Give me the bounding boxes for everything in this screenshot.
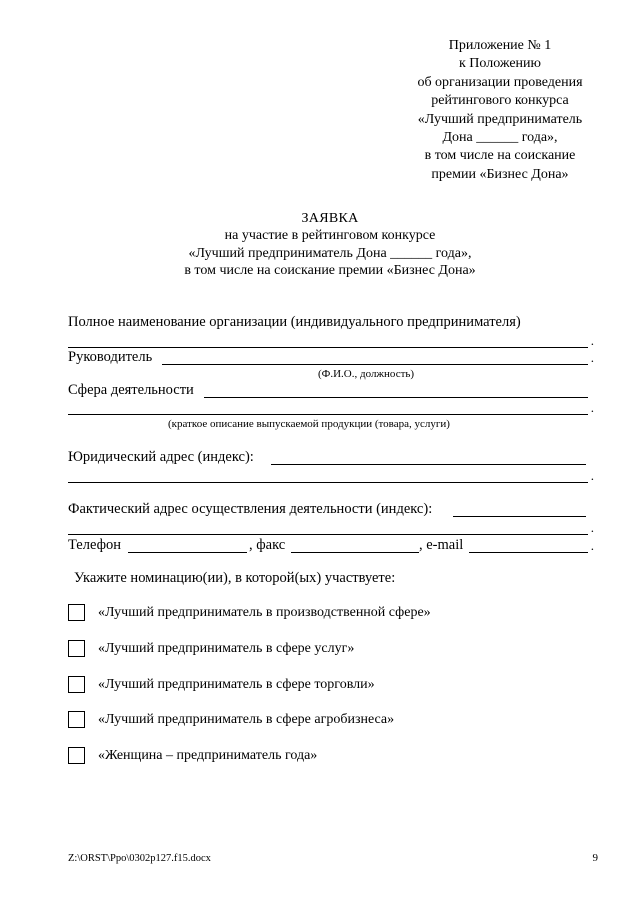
appendix-line: к Положению (458, 56, 541, 72)
nomination-checkbox[interactable] (68, 747, 85, 764)
director-hint: (Ф.И.О., должность) (318, 368, 415, 380)
nomination-label: «Женщина – предприниматель года» (98, 748, 318, 763)
heading-subtitle: «Лучший предприниматель Дона ______ года», (188, 245, 472, 261)
phone-field[interactable] (128, 552, 247, 553)
nomination-checkbox[interactable] (68, 640, 85, 657)
appendix-block (395, 37, 605, 184)
nomination-title: Укажите номинацию(ии), в которой(ых) участвуете: (74, 570, 396, 586)
nomination-checkbox[interactable] (68, 676, 85, 693)
activity-label: Сфера деятельности (68, 382, 194, 398)
phone-label: Телефон (68, 537, 121, 553)
legal-address-field-2[interactable]: . (68, 466, 594, 486)
director-field[interactable] (162, 364, 588, 365)
fax-label: , факс (249, 537, 286, 553)
appendix-line: Приложение № 1 (448, 38, 552, 53)
appendix-line: в том числе на соискание (424, 148, 576, 164)
org-name-row (68, 313, 594, 333)
email-field[interactable] (469, 552, 588, 553)
nomination-checkbox[interactable] (68, 604, 85, 621)
nomination-label: «Лучший предприниматель в производственной сфере» (98, 605, 431, 620)
application-heading (130, 210, 530, 280)
legal-address-field[interactable] (271, 464, 586, 465)
nomination-checkbox[interactable] (68, 711, 85, 728)
legal-address-row (68, 448, 594, 468)
org-name-field[interactable]: . (68, 331, 594, 351)
appendix-line: Дона ______ года», (442, 130, 558, 146)
nomination-label: «Лучший предприниматель в сфере услуг» (98, 641, 355, 656)
actual-address-field[interactable] (453, 516, 586, 517)
actual-address-field-2[interactable]: . (68, 518, 594, 538)
fax-field[interactable] (291, 552, 419, 553)
actual-address-row (68, 500, 594, 520)
director-label: Руководитель (68, 349, 153, 365)
activity-field-2[interactable]: . (68, 398, 594, 418)
heading-subtitle: в том числе на соискание премии «Бизнес Дона» (184, 263, 476, 279)
appendix-line: об организации проведения (417, 74, 583, 90)
nomination-label: «Лучший предприниматель в сфере торговли» (98, 677, 375, 692)
appendix-line: рейтингового конкурса (431, 93, 569, 109)
appendix-line: «Лучший предприниматель (417, 111, 583, 127)
footer-file-path: Z:\ORST\Ppo\0302p127.f15.docx (68, 853, 211, 864)
heading-subtitle: на участие в рейтинговом конкурсе (224, 228, 436, 244)
actual-address-label: Фактический адрес осуществления деятельности (индекс): (68, 501, 433, 517)
nomination-label: «Лучший предприниматель в сфере агробизнеса» (98, 712, 395, 727)
document-title: ЗАЯВКА (301, 211, 359, 226)
contacts-row: Телефон , факс , e-mail . (68, 537, 594, 553)
email-label: , e-mail (419, 537, 464, 553)
activity-hint: (краткое описание выпускаемой продукции (товара, услуги) (168, 418, 450, 430)
appendix-line: премии «Бизнес Дона» (431, 166, 569, 182)
director-row: Руководитель . (68, 349, 594, 365)
org-name-label: Полное наименование организации (индивидуального предпринимателя) (68, 314, 521, 330)
page-number: 9 (592, 852, 598, 864)
legal-address-label: Юридический адрес (индекс): (68, 449, 254, 465)
